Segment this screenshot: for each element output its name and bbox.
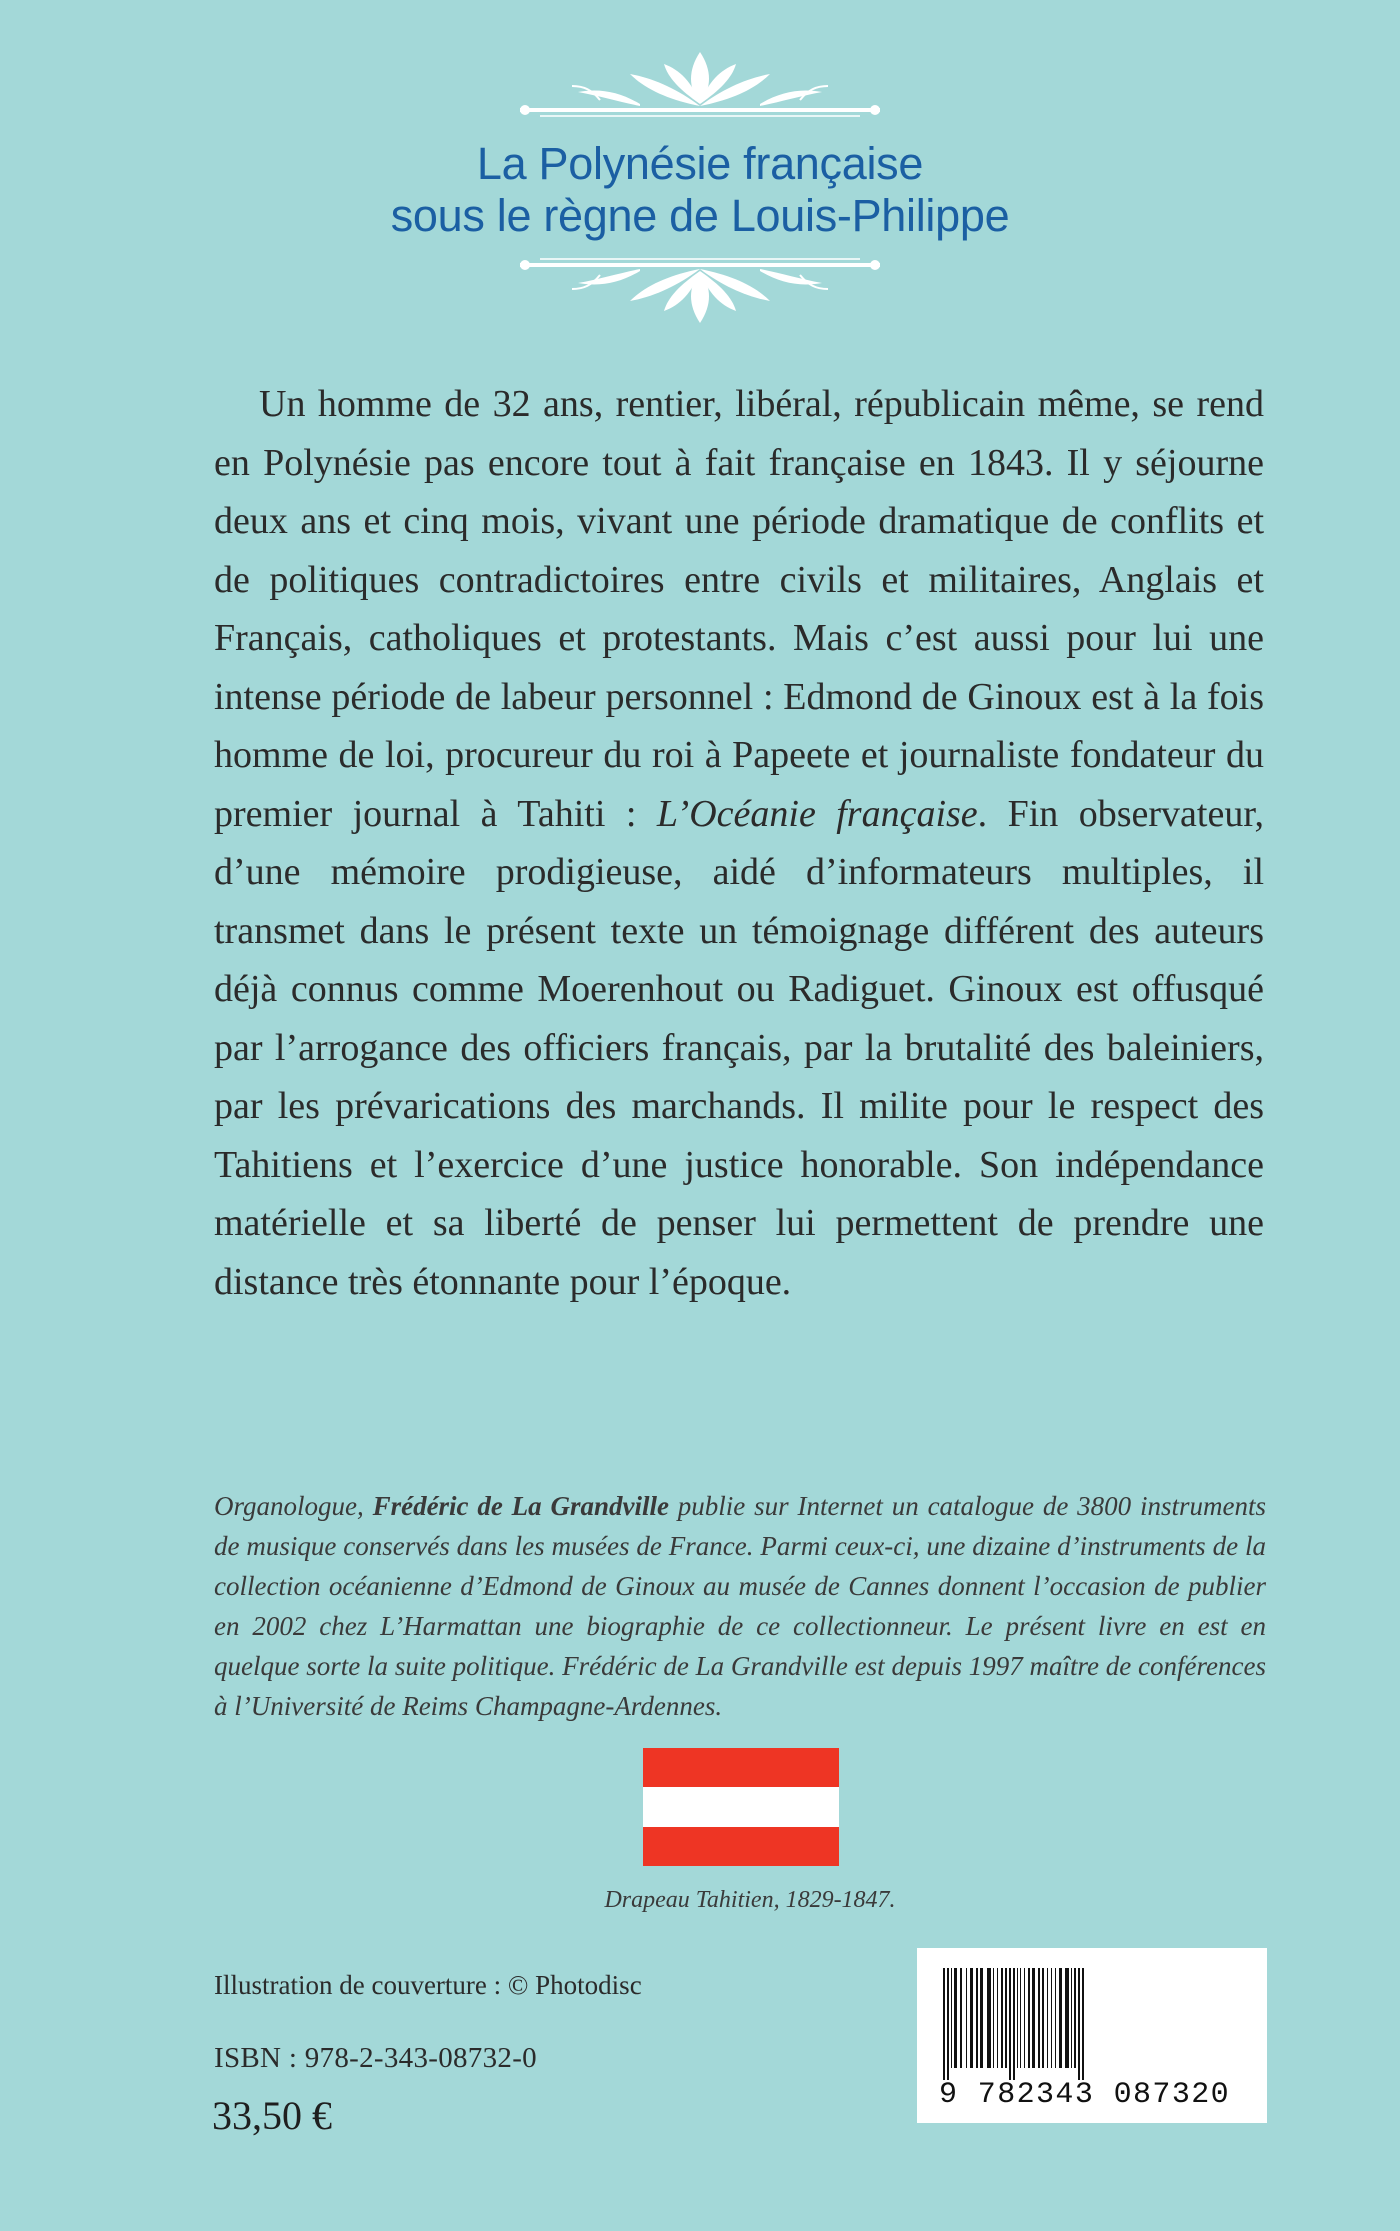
- barcode-digits: 9 782343 087320: [939, 2078, 1231, 2112]
- barcode-bar: [1013, 1968, 1015, 2080]
- barcode-bars: [939, 1968, 1251, 2080]
- barcode-bar: [1020, 1968, 1021, 2068]
- author-bio-paragraph: [214, 1486, 1266, 1726]
- barcode-bar: [943, 1968, 945, 2080]
- flag-band-top: [643, 1748, 839, 1787]
- barcode-bar: [976, 1968, 978, 2068]
- flag-caption: Drapeau Tahitien, 1829-1847.: [604, 1887, 896, 1913]
- barcode-bar: [1009, 1968, 1011, 2080]
- barcode-bar: [954, 1968, 957, 2068]
- barcode: [917, 1948, 1267, 2123]
- title-line-1: La Polynésie française: [476, 138, 924, 189]
- tahitian-flag: [643, 1748, 839, 1866]
- blurb-paragraph: [214, 375, 1264, 1311]
- blurb-text-part-1: Un homme de 32 ans, rentier, libéral, républicain même, se rend en Polynésie pas encore tout à fait française en 1843. Il y séjourne deux ans et cinq mois, vivant une période dramatique de conflits et de politiques contradictoires entre civils et militaires, Anglais et Français, catholiques et protestants. Mais c’est aussi pour lui une intense période de labeur personnel : Edmond de Ginoux est à la fois homme de loi, procureur du roi à Papeete et journaliste fondateur du premier journal à Tahiti :: [214, 383, 1264, 835]
- barcode-bar: [1065, 1968, 1069, 2068]
- barcode-bar: [1017, 1968, 1018, 2068]
- author-name: Frédéric de La Grandville: [372, 1491, 669, 1521]
- barcode-bar: [1005, 1968, 1007, 2068]
- barcode-bar: [1001, 1968, 1003, 2068]
- barcode-bar: [951, 1968, 952, 2068]
- barcode-bar: [1059, 1968, 1062, 2068]
- barcode-bar: [1078, 1968, 1080, 2080]
- flag-band-bottom: [643, 1827, 839, 1866]
- barcode-bar: [966, 1968, 967, 2068]
- back-cover-blurb: [214, 375, 1264, 1311]
- title-line-2: sous le règne de Louis-Philippe: [390, 190, 1010, 241]
- barcode-bar: [993, 1968, 994, 2068]
- barcode-bar: [980, 1968, 983, 2068]
- top-ornament: [0, 30, 1400, 150]
- barcode-bar: [1071, 1968, 1072, 2068]
- barcode-bar: [1082, 1968, 1084, 2080]
- author-bio: [214, 1486, 1266, 1726]
- barcode-bar: [1051, 1968, 1052, 2068]
- barcode-bar: [987, 1968, 991, 2068]
- barcode-bar: [1042, 1968, 1044, 2068]
- barcode-bar: [970, 1968, 973, 2068]
- barcode-bar: [960, 1968, 962, 2068]
- price: 33,50 €: [212, 2093, 332, 2138]
- barcode-bar: [1038, 1968, 1040, 2068]
- isbn: ISBN : 978-2-343-08732-0: [214, 2042, 537, 2074]
- barcode-bar: [1032, 1968, 1035, 2068]
- barcode-bar: [1055, 1968, 1056, 2068]
- barcode-bar: [1024, 1968, 1025, 2068]
- cover-credit: Illustration de couverture : © Photodisc: [214, 1970, 642, 2000]
- bottom-ornament: [0, 225, 1400, 345]
- bio-text: publie sur Internet un catalogue de 3800 instruments de musique conservés dans les musées de France. Parmi ceux-ci, une dizaine d’instruments de la collection océanienne d’Edmond de Ginoux au musée de Cannes donnent l’occasion de publier en 2002 chez L’Harmattan une biographie de ce collectionneur. Le présent livre en est en quelque sorte la suite politique. Frédéric de La Grandville est depuis 1997 maître de conférences à l’Université de Reims Champagne-Ardennes.: [214, 1491, 1266, 1721]
- journal-title: L’Océanie française: [656, 792, 978, 835]
- bio-prefix: Organologue,: [214, 1491, 373, 1521]
- barcode-bar: [1028, 1968, 1030, 2068]
- barcode-bar: [1047, 1968, 1048, 2068]
- flag-band-middle: [643, 1787, 839, 1826]
- barcode-bar: [1074, 1968, 1076, 2068]
- barcode-bar: [997, 1968, 998, 2068]
- blurb-text-part-2: . Fin observateur, d’une mémoire prodigieuse, aidé d’informateurs multiples, il transmet dans le présent texte un témoignage différent des auteurs déjà connus comme Moerenhout ou Radiguet. Ginoux est offusqué par l’arrogance des officiers français, par la brutalité des baleiniers, par les prévarications des marchands. Il milite pour le respect des Tahitiens et l’exercice d’une justice honorable. Son indépendance matérielle et sa liberté de penser lui permettent de prendre une distance très étonnante pour l’époque.: [214, 792, 1264, 1303]
- barcode-bar: [947, 1968, 949, 2080]
